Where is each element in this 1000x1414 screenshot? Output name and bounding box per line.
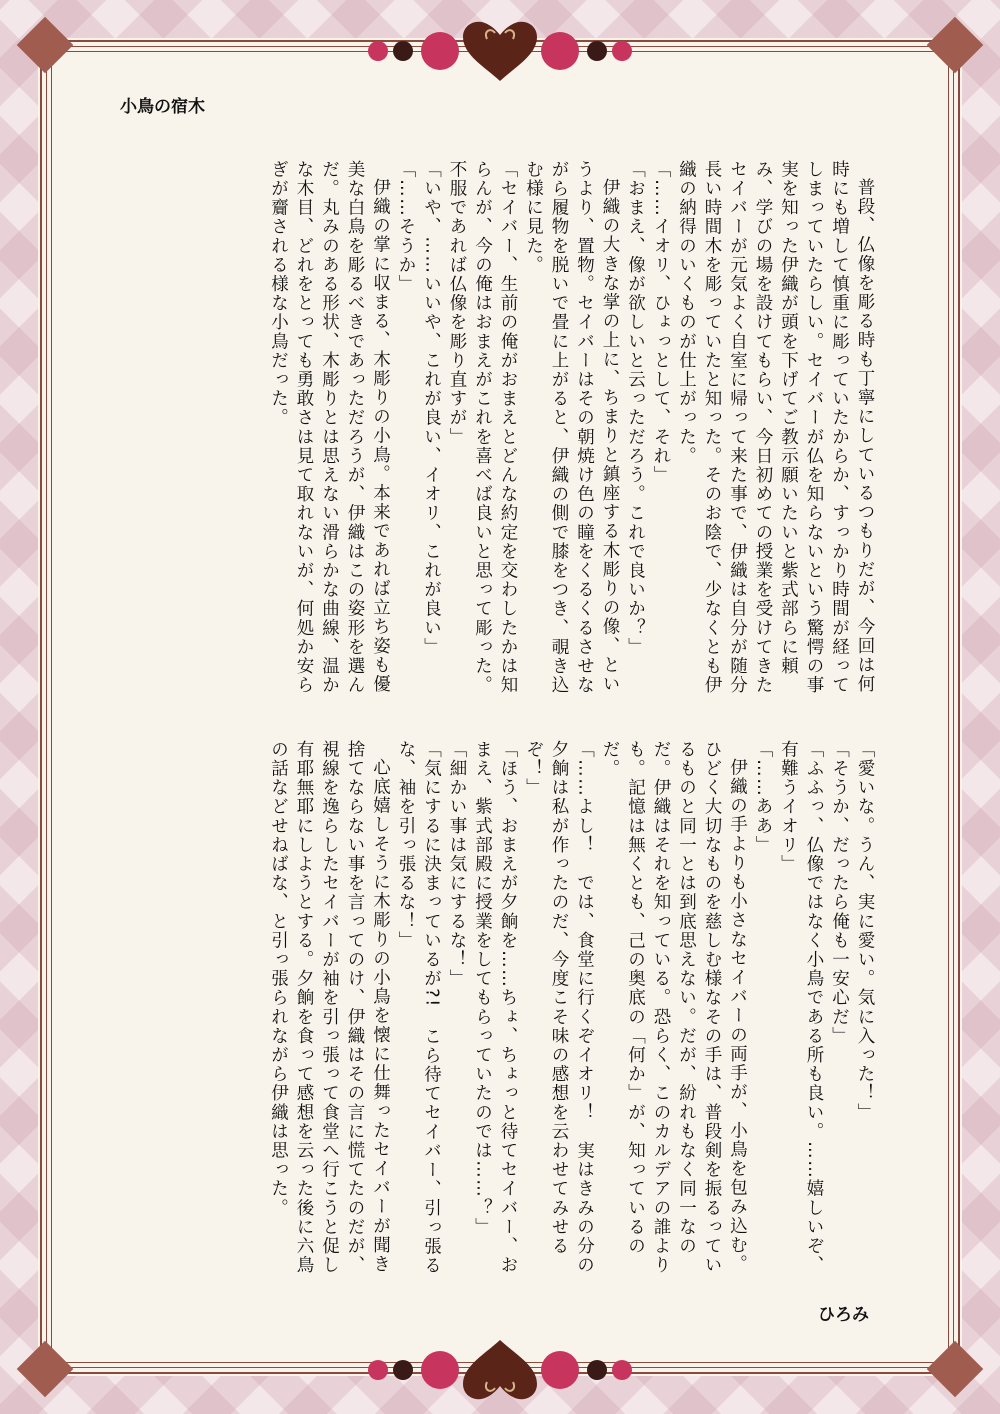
dialogue-line: 「……ああ」 [753,740,773,855]
top-heart-ornament [335,15,665,85]
paragraph: 普段、仏像を彫る時も丁寧にしているつもりだが、今回は何時にも増して慎重に彫っていたからか、すっかり時間が経ってしまっていたらしい。セイバーが仏を知らないという驚愕の事実を知った伊織が頭を下げてご教示願いたいと紫式部らに頼み、学びの場を設けてもらい、今日初めての授業を受けてきたセイバーが元気よく自室に帰って来た事で、伊織は自分が随分長い時間木を彫っていたと知った。そのお陰で、少なくとも伊織の納得のいくものが仕上がった。 [676,160,875,695]
frame-rule-left-inner [51,60,52,1354]
dialogue-line: 「……よし！ では、食堂に行くぞイオリ！ 実はきみの分の夕餉は私が作ったのだ、今度こそ味の感想を云わせてみせるぞ！」 [523,740,595,1275]
dialogue-line: 「そうか、だったら俺も一安心だ」 [829,740,850,1046]
ornament-berry-left [421,1351,459,1389]
bottom-heart-ornament [335,1336,665,1406]
frame-rule-left-outer [40,60,42,1354]
dialogue-line: 「愛いな。うん、実に愛い。気に入った！」 [855,740,875,1122]
dialogue-line: 「ほう、おまえが夕餉を……ちょ、ちょっと待てセイバー、おまえ、紫式部殿に授業をしてもらっていたのでは……？」 [472,740,518,1275]
paragraph: 伊織の大きな掌の上に、ちまりと鎮座する木彫りの像、というより、置物。セイバーはその朝焼け色の瞳をくるくるさせながら履物を脱いで畳に上がると、伊織の側で膝をつき、覗き込む様に見た。 [523,160,620,695]
story-section-2 [117,740,877,1280]
ornament-dot-far-left [368,41,388,61]
story-title: 小鳥の宿木 [120,97,205,117]
frame-rule-right-middle [953,60,954,1354]
spade-icon [463,1340,537,1399]
ornament-dot-right [587,1360,607,1380]
ornament-berry-left [421,32,459,70]
dialogue-line: 「細かい事は気にするな！」 [447,740,467,989]
dialogue-line: 「いや、……いいや、これが良い、イオリ、これが良い」 [421,160,442,657]
ornament-dot-left [393,41,413,61]
dialogue-line: 「ふふっ、仏像ではなく小鳥である所も良い。……嬉しいぞ、有難うイオリ」 [778,740,824,1275]
ornament-dot-left [393,1360,413,1380]
ornament-berry-right [541,32,579,70]
frame-rule-left-middle [46,60,47,1354]
dialogue-line: 「セイバー、生前の俺がおまえとどんな約定を交わしたかは知らんが、今の俺はおまえがこれを喜べば良いと思って彫った。不服であれば仏像を彫り直すが」 [447,160,518,695]
dialogue-line: 「気にするに決まっているが?! こら待てセイバー、引っ張るな、袖を引っ張るな！」 [396,740,442,1276]
dialogue-line: 「おまえ、像が欲しいと云っただろう。これで良いか？」 [625,160,646,657]
dialogue-line: 「……イオリ、ひょっとして、それ」 [651,160,671,485]
paragraph: 伊織の手よりも小さなセイバーの両手が、小鳥を包み込む。ひどく大切なものを慈しむ様なその手は、普段剣を振るっているものと同一とは到底思えない。だが、紛れもなく同一なのだ。伊織はそれを知っている。恐らく、このカルデアの誰よりも。記憶は無くとも、己の奥底の「何か」が、知っているのだ。 [600,740,748,1275]
dialogue-line: 「……そうか」 [396,160,416,294]
paragraph: 心底嬉しそうに木彫りの小鳥を懐に仕舞ったセイバーが聞き捨てならない事を言ってのけ、伊織はその言に慌てたのだが、視線を逸らしたセイバーが袖を引っ張って食堂へ行こうと促し有耶無耶にしようとする。夕餉を食って感想を云った後に六鳥の話などせねばな、と引っ張られながら伊織は思った。 [268,740,391,1275]
author-name: ひろみ [818,1305,869,1325]
frame-rule-right-outer [958,60,960,1354]
ornament-dot-far-left [368,1360,388,1380]
heart-icon [463,22,537,81]
ornament-dot-far-right [612,1360,632,1380]
story-section-1 [117,160,877,695]
frame-rule-right-inner [948,60,949,1354]
ornament-dot-far-right [612,41,632,61]
ornament-dot-right [587,41,607,61]
ornament-berry-right [541,1351,579,1389]
paragraph: 伊織の掌に収まる、木彫りの小鳥。本来であれば立ち姿も優美な白鳥を彫るべきであっただろうが、伊織はこの姿形を選んだ。丸みのある形状、木彫りとは思えない滑らかな曲線、温かな木目、どれをとっても勇敢さは見て取れないが、何処か安らぎが齎される様な小鳥だった。 [268,160,391,695]
